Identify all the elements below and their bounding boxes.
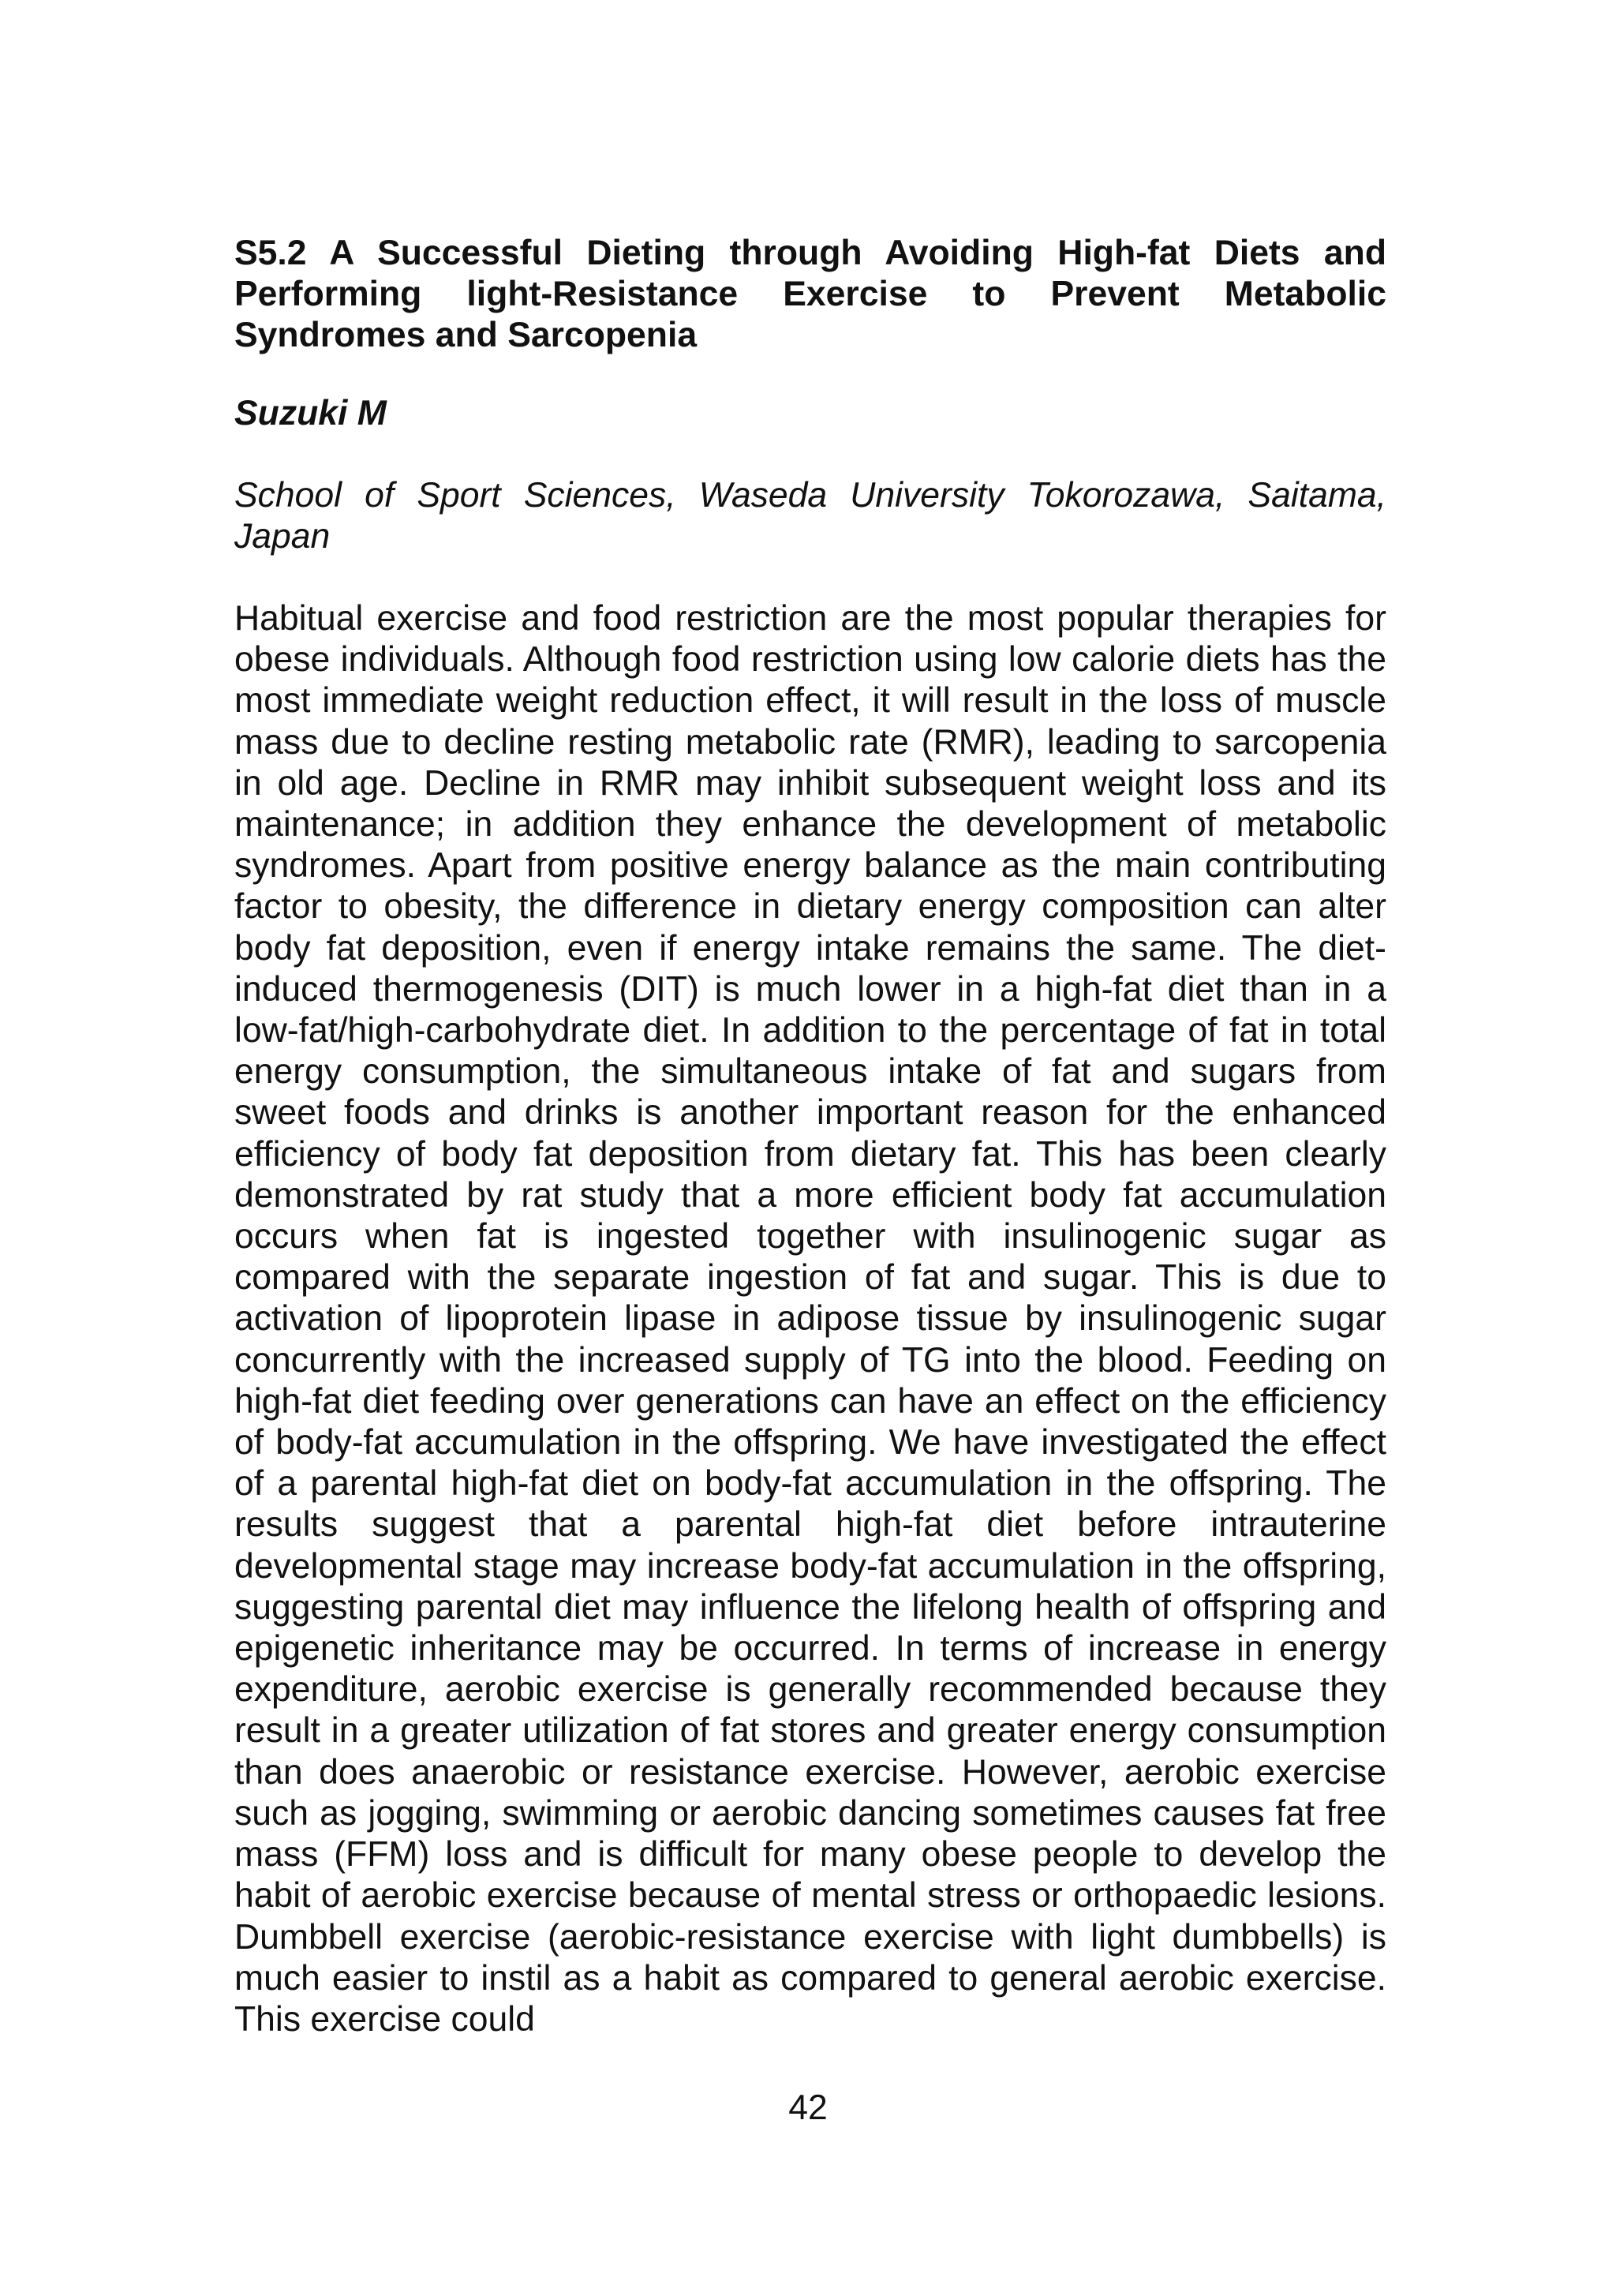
author-name: Suzuki M (234, 394, 387, 433)
author-affiliation: School of Sport Sciences, Waseda University Tokorozawa, Saitama, Japan (234, 476, 1386, 556)
page-number: 42 (788, 2088, 828, 2127)
abstract-body: Habitual exercise and food restriction are the most popular therapies for obese individuals. Although food restriction using low calorie diets has the most immediate weight reduction effect, it will result in the loss of muscle mass due to decline resting metabolic rate (RMR), leading to sarcopenia in old age. Decline in RMR may inhibit subsequent weight loss and its maintenance; in addition they enhance the development of metabolic syndromes. Apart from positive energy balance as the main contributing factor to obesity, the difference in dietary energy composition can alter body fat deposition, even if energy intake remains the same. The diet-induced thermogenesis (DIT) is much lower in a high-fat diet than in a low-fat/high-carbohydrate diet. In addition to the percentage of fat in total energy consumption, the simultaneous intake of fat and sugars from sweet foods and drinks is another important reason for the enhanced efficiency of body fat deposition from dietary fat. This has been clearly demonstrated by rat study that a more efficient body fat accumulation occurs when fat is ingested together with insulinogenic sugar as compared with the separate ingestion of fat and sugar. This is due to activation of lipoprotein lipase in adipose tissue by insulinogenic sugar concurrently with the increased supply of TG into the blood. Feeding on high-fat diet feeding over generations can have an effect on the efficiency of body-fat accumulation in the offspring. We have investigated the effect of a parental high-fat diet on body-fat accumulation in the offspring. The results suggest that a parental high-fat diet before intrauterine developmental stage may increase body-fat accumulation in the offspring, suggesting parental diet may influence the lifelong health of offspring and epigenetic inheritance may be occurred. In terms of increase in energy expenditure, aerobic exercise is generally recommended because they result in a greater utilization of fat stores and greater energy consumption than does anaerobic or resistance exercise. However, aerobic exercise such as jogging, swimming or aerobic dancing sometimes causes fat free mass (FFM) loss and is difficult for many obese people to develop the habit of aerobic exercise because of mental stress or orthopaedic lesions. Dumbbell exercise (aerobic-resistance exercise with light dumbbells) is much easier to instil as a habit as compared to general aerobic exercise. This exercise could (234, 599, 1386, 2039)
paper-title: S5.2 A Successful Dieting through Avoiding High-fat Diets and Performing light-Resistance Exercise to Prevent Metabolic Syndromes and Sarcopenia (234, 234, 1386, 354)
document-page (234, 233, 1386, 2040)
